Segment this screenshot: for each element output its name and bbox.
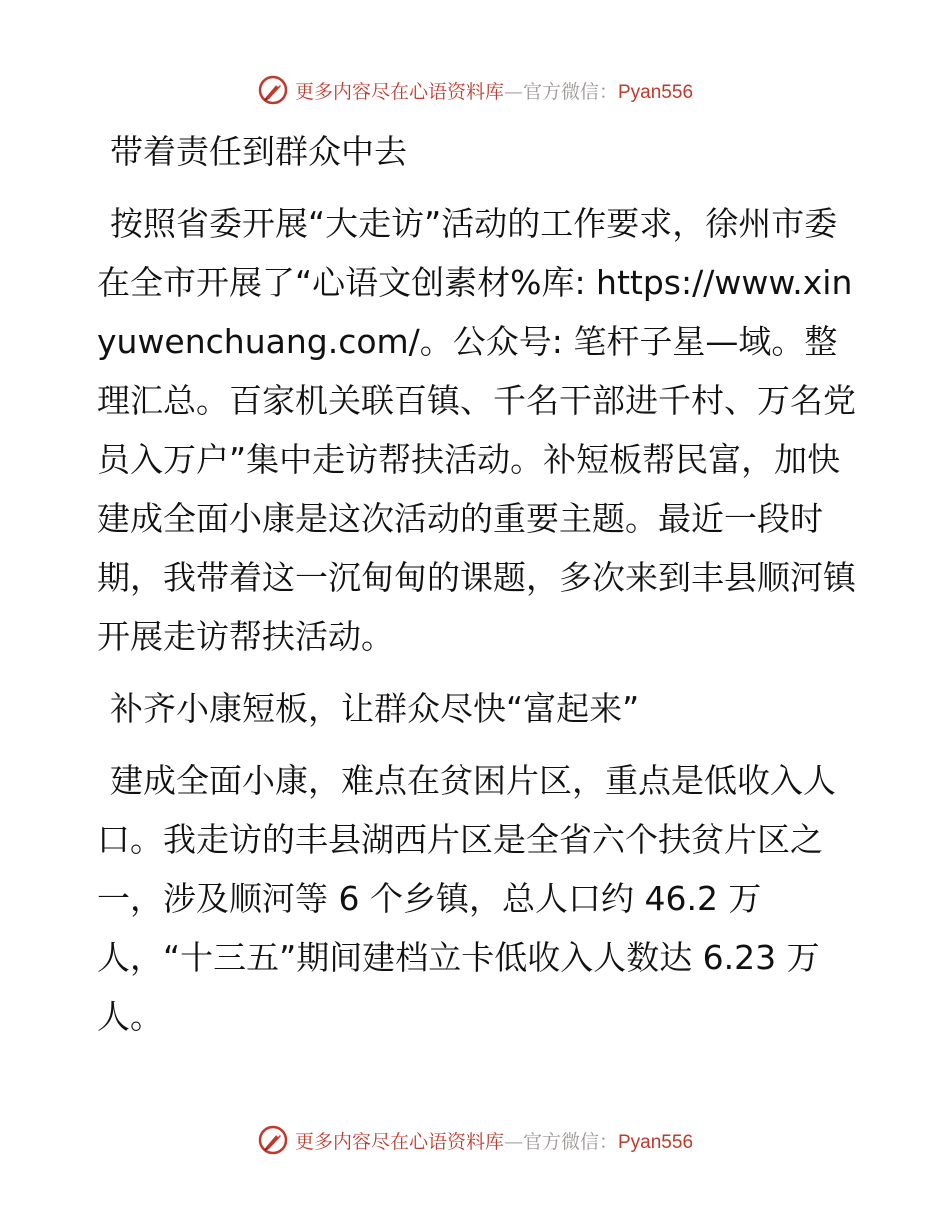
section-heading-1: 带着责任到群众中去	[110, 132, 407, 171]
paragraph-1: 按照省委开展“大走访”活动的工作要求，徐州市委在全市开展了“心语文创素材%库: https://www.xinyuwenchuang.com/。公众号: 笔杆子星—域。整理汇总。百家机关联百镇、千名干部进千村、万名党员入万户”集中走访帮扶活动。补短板帮民富，加快建成全面小康是这次活动的重要主题。最近一段时期，我带着这一沉甸甸的课题，多次来到丰县顺河镇开展走访帮扶活动。	[97, 204, 856, 656]
header-banner-code: Pyan556	[618, 81, 694, 103]
header-banner-separator: —	[503, 80, 523, 103]
footer-banner-text	[295, 1127, 693, 1154]
footer-banner-separator: —	[503, 1130, 523, 1153]
header-banner	[0, 70, 950, 110]
header-banner-label: 官方微信：	[522, 80, 618, 103]
footer-banner	[0, 1120, 950, 1160]
header-banner-text	[295, 77, 693, 104]
footer-banner-label: 官方微信：	[522, 1130, 618, 1153]
pen-nib-logo-icon	[257, 1124, 289, 1156]
header-banner-inner	[257, 74, 693, 106]
footer-banner-inner	[257, 1124, 693, 1156]
pen-nib-logo-icon	[257, 74, 289, 106]
document-body	[97, 122, 857, 1059]
section-heading-2: 补齐小康短板，让群众尽快“富起来”	[110, 689, 640, 728]
footer-banner-code: Pyan556	[618, 1131, 694, 1153]
paragraph-2: 建成全面小康，难点在贫困片区，重点是低收入人口。我走访的丰县湖西片区是全省六个扶贫片区之一，涉及顺河等 6 个乡镇，总人口约 46.2 万人，“十三五”期间建档立卡低收入人数达 6.23 万人。	[97, 761, 836, 1036]
footer-banner-main: 更多内容尽在心语资料库	[294, 1130, 504, 1153]
header-banner-main: 更多内容尽在心语资料库	[294, 80, 504, 103]
